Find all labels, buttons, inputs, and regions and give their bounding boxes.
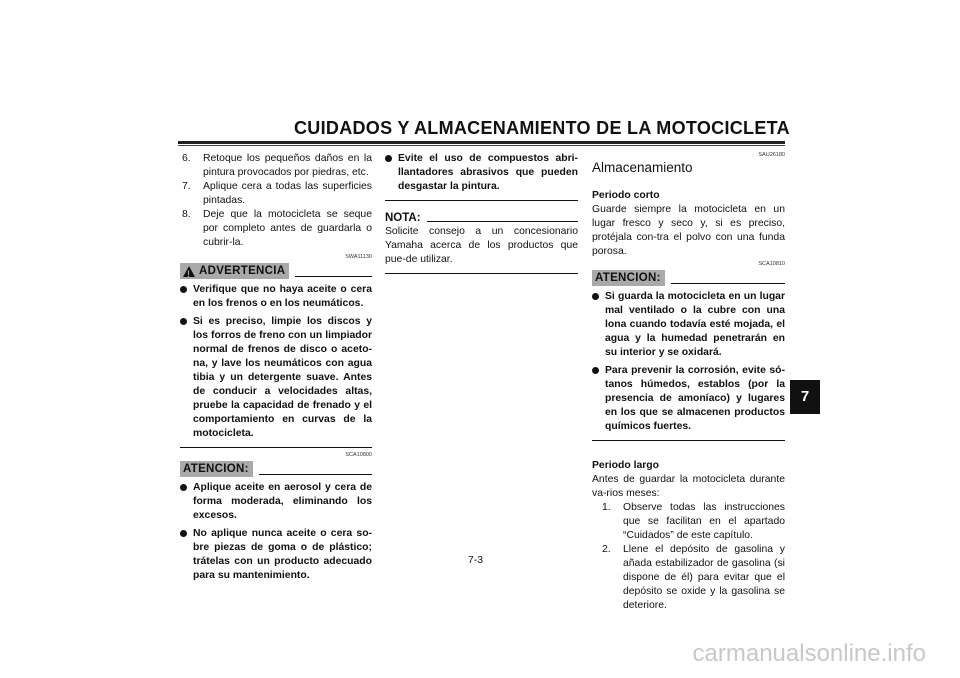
header-line: [427, 221, 578, 222]
step-text: Llene el depósito de gasolina y añada estabilizador de gasolina (si dispone de él) para evitar que el depósito se oxide y la gasolina se deteriore.: [623, 544, 785, 611]
header-line: [295, 276, 372, 277]
bullet-text: Evite el uso de compuestos abri-llantadores abrasivos que pueden desgastar la pintura.: [398, 153, 578, 192]
step-item: [180, 180, 372, 208]
step-item: [592, 543, 785, 613]
step-text: Retoque los pequeños daños en la pintura provocados por piedras, etc.: [203, 153, 372, 178]
section-title: Almacenamiento: [592, 160, 693, 175]
paragraph: Antes de guardar la motocicleta durante va-rios meses:: [592, 474, 785, 499]
warning-header: [180, 263, 372, 279]
warning-label: ADVERTENCIA: [199, 265, 286, 277]
caution-badge: ATENCION:: [592, 270, 665, 286]
step-text: Deje que la motocicleta se seque por completo antes de guardarla o cubrir-la.: [203, 209, 372, 248]
bullet-text: Si guarda la motocicleta en un lugar mal ventilado o la cubre con una lona cuando todavía esté mojada, el agua y la humedad penetrarán en su interior y se oxidará.: [605, 291, 785, 358]
bullet-icon: [180, 315, 193, 441]
subheading: Periodo corto: [592, 190, 660, 201]
bullet-icon: [180, 283, 193, 311]
column-3: [592, 152, 785, 613]
bullet-text: Para prevenir la corrosión, evite só-tanos húmedos, establos (por la presencia de amoníaco) y lugares en los que se almacenen productos químicos fuertes.: [605, 365, 785, 432]
step-number: 6.: [182, 153, 191, 164]
step-text: Aplique cera a todas las superficies pintadas.: [203, 181, 372, 206]
bullet-item: [180, 527, 372, 583]
caution-header: [592, 270, 785, 286]
caution-header: [180, 461, 372, 477]
column-1: [180, 152, 372, 583]
bullet-icon: [592, 364, 605, 434]
chapter-tab: 7: [790, 380, 820, 414]
bullet-icon: [180, 527, 193, 583]
section-code: SAU26180: [758, 152, 785, 158]
nota-text: Solicite consejo a un concesionario Yamaha acerca de los productos que pue-de utilizar.: [385, 226, 578, 265]
bullet-icon: [180, 481, 193, 523]
bullet-item: [180, 315, 372, 441]
bullet-icon: [592, 290, 605, 360]
bullet-text: Verifique que no haya aceite o cera en los frenos o en los neumáticos.: [193, 284, 372, 309]
caution-code: SCA10810: [758, 261, 785, 267]
header-line: [259, 474, 372, 475]
nota-header: [385, 211, 578, 225]
step-item: [592, 501, 785, 543]
step-item: [180, 208, 372, 250]
watermark: carmanualsonline.info: [692, 640, 926, 667]
column-2: [385, 152, 578, 274]
step-number: 7.: [182, 181, 191, 192]
section-divider: [385, 200, 578, 201]
warning-code: SWA11130: [345, 254, 372, 260]
bullet-item: [385, 152, 578, 194]
bullet-item: [180, 283, 372, 311]
section-divider: [180, 447, 372, 448]
section-divider: [385, 273, 578, 274]
warning-triangle-icon: [183, 266, 195, 277]
step-number: 2.: [602, 544, 611, 555]
bullet-icon: [385, 152, 398, 194]
section-divider: [592, 440, 785, 441]
bullet-item: [592, 364, 785, 434]
bullet-item: [592, 290, 785, 360]
nota-label: NOTA:: [385, 212, 421, 224]
step-item: [180, 152, 372, 180]
bullet-text: Aplique aceite en aerosol y cera de forma moderada, eliminando los excesos.: [193, 482, 372, 521]
step-number: 8.: [182, 209, 191, 220]
caution-code: SCA10800: [345, 452, 372, 458]
page-number: 7-3: [468, 555, 484, 566]
bullet-text: No aplique nunca aceite o cera so-bre piezas de goma o de plástico; trátelas con un producto adecuado para su mantenimiento.: [193, 528, 372, 581]
caution-badge: ATENCION:: [180, 461, 253, 477]
bullet-text: Si es preciso, limpie los discos y los forros de freno con un limpiador normal de frenos de disco o aceto-na, y lave los neumáticos con agua tibia y un detergente suave. Antes de conducir a velocidades altas, pruebe la capacidad de frenado y el comportamiento en curvas de la motocicleta.: [193, 316, 372, 439]
subheading: Periodo largo: [592, 460, 659, 471]
header-line: [671, 283, 785, 284]
paragraph: Guarde siempre la motocicleta en un lugar fresco y seco y, si es preciso, protéjala con-tra el polvo con una funda porosa.: [592, 204, 785, 257]
header-rule: [178, 141, 785, 144]
step-number: 1.: [602, 502, 611, 513]
page-title: CUIDADOS Y ALMACENAMIENTO DE LA MOTOCICLETA: [294, 118, 790, 138]
bullet-item: [180, 481, 372, 523]
step-text: Observe todas las instrucciones que se facilitan en el apartado “Cuidados” de este capítulo.: [623, 502, 785, 541]
header-rule-thin: [178, 145, 785, 146]
warning-badge: [180, 263, 289, 279]
